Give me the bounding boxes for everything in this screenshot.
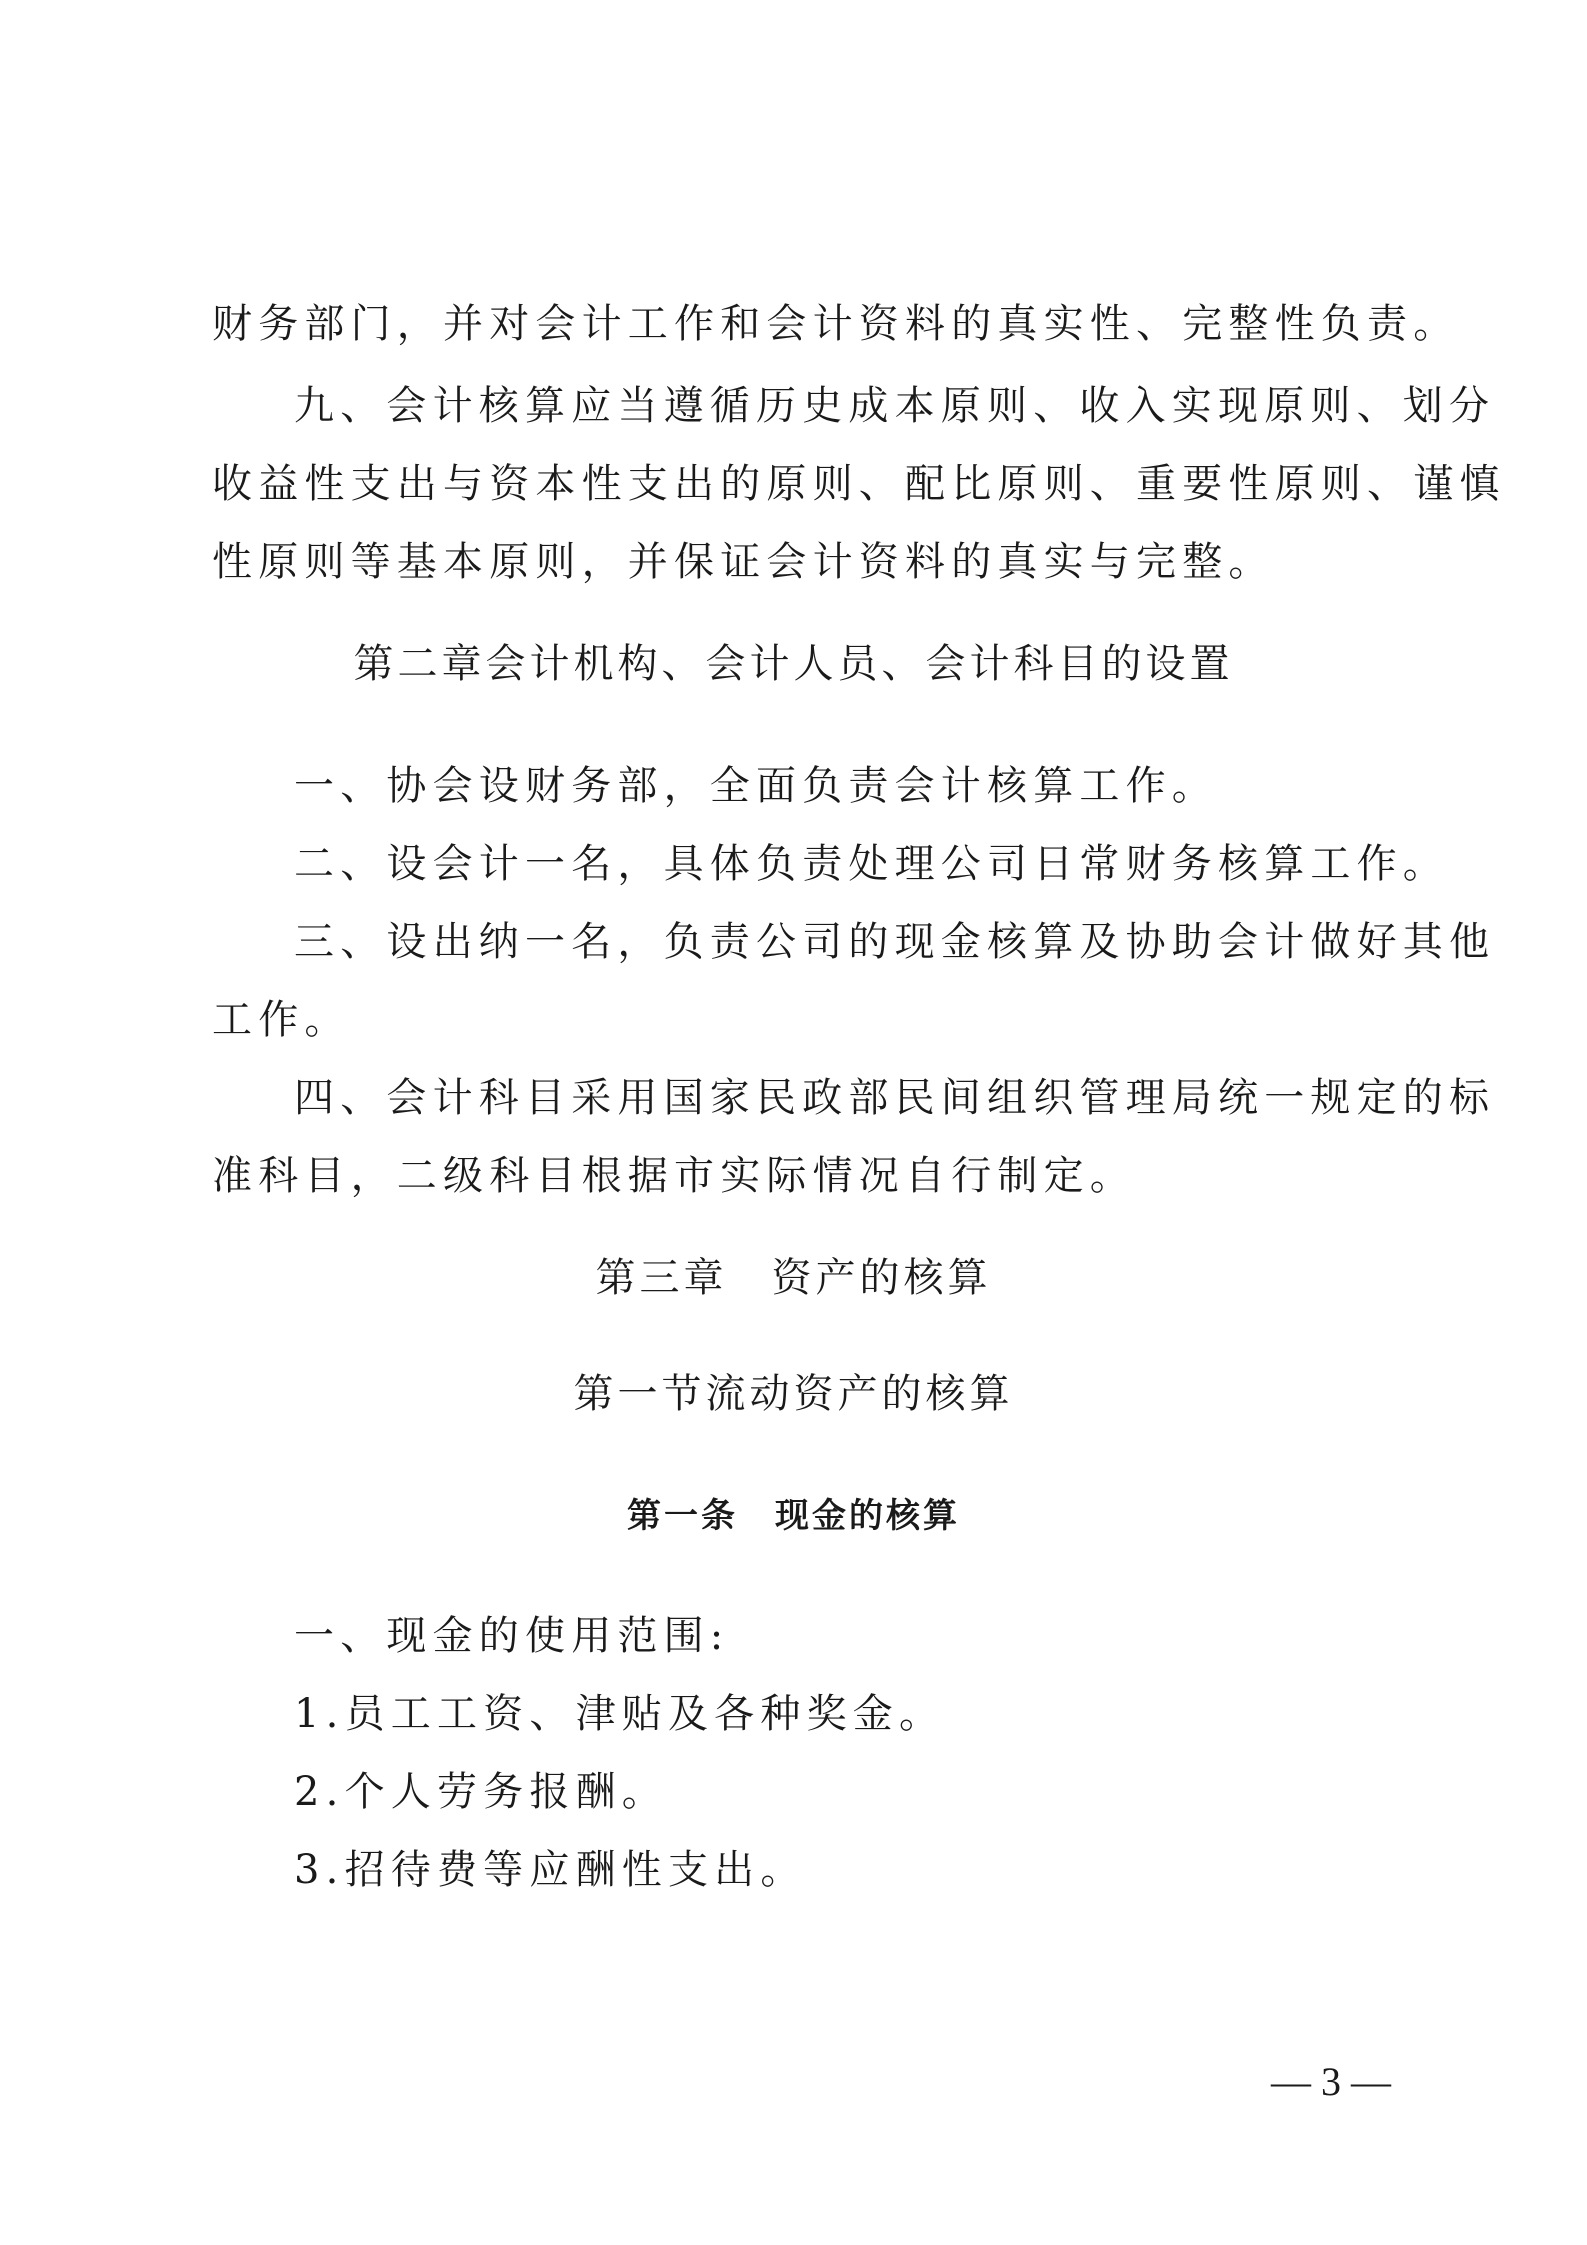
subheading: 一、现金的使用范围: (294, 1613, 730, 1659)
paragraph-line: 性原则等基本原则，并保证会计资料的真实与完整。 (212, 539, 1275, 585)
chapter-2-title: 第二章会计机构、会计人员、会计科目的设置 (353, 641, 1234, 687)
list-item-continuation: 工作。 (212, 997, 351, 1043)
list-item: 四、会计科目采用国家民政部民间组织管理局统一规定的标 (294, 1075, 1496, 1121)
list-item-continuation: 准科目，二级科目根据市实际情况自行制定。 (212, 1153, 1136, 1199)
chapter-3-title: 第三章 资产的核算 (595, 1255, 992, 1301)
paragraph-line: 财务部门，并对会计工作和会计资料的真实性、完整性负责。 (212, 301, 1460, 347)
paragraph-line: 收益性支出与资本性支出的原则、配比原则、重要性原则、谨慎 (212, 461, 1506, 507)
list-item: 三、设出纳一名，负责公司的现金核算及协助会计做好其他 (294, 919, 1496, 965)
page-number: — 3 — (1271, 2059, 1391, 2104)
list-item: 2.个人劳务报酬。 (294, 1769, 668, 1815)
article-1-title: 第一条 现金的核算 (627, 1496, 960, 1536)
list-item: 二、设会计一名，具体负责处理公司日常财务核算工作。 (294, 841, 1449, 887)
list-item: 一、协会设财务部，全面负责会计核算工作。 (294, 763, 1218, 809)
list-item: 3.招待费等应酬性支出。 (294, 1847, 807, 1893)
list-item: 1.员工工资、津贴及各种奖金。 (294, 1691, 946, 1737)
section-1-title: 第一节流动资产的核算 (573, 1371, 1014, 1417)
paragraph-line: 九、会计核算应当遵循历史成本原则、收入实现原则、划分 (294, 383, 1496, 429)
